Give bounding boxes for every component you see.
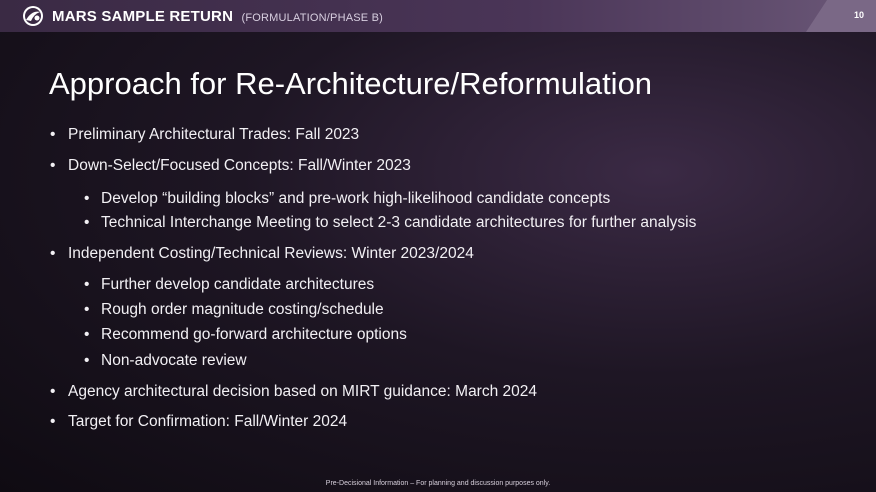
bullet-text: Independent Costing/Technical Reviews: Winter 2023/2024: [68, 245, 474, 262]
mission-name: MARS SAMPLE RETURN: [52, 8, 234, 25]
bullet-dot: •: [84, 190, 90, 207]
bullet-text: Develop “building blocks” and pre-work high-likelihood candidate concepts: [101, 190, 611, 207]
bullet-text: Target for Confirmation: Fall/Winter 2024: [68, 413, 348, 430]
bullet-dot: •: [84, 214, 90, 231]
bullet-dot: •: [84, 301, 90, 318]
bullet-text: Technical Interchange Meeting to select 2-3 candidate architectures for further analysis: [101, 214, 697, 231]
footer-disclaimer: Pre-Decisional Information – For planning and discussion purposes only.: [325, 480, 551, 487]
bullet-text: Agency architectural decision based on MIRT guidance: March 2024: [68, 383, 538, 400]
bullet-text: Rough order magnitude costing/schedule: [101, 301, 384, 318]
bullet-dot: •: [84, 352, 90, 369]
bullet-dot: •: [50, 126, 56, 143]
mission-logo-icon: [22, 5, 44, 27]
bullet-dot: •: [50, 245, 56, 262]
bullet-dot: •: [84, 276, 90, 293]
header-title: [52, 8, 383, 25]
slide-title: Approach for Re-Architecture/Reformulation: [49, 66, 653, 101]
bullet-dot: •: [50, 157, 56, 174]
bullet-text: Down-Select/Focused Concepts: Fall/Winter 2023: [68, 157, 411, 174]
bullet-text: Recommend go-forward architecture options: [101, 326, 407, 343]
bullet-dot: •: [50, 383, 56, 400]
bullet-dot: •: [50, 413, 56, 430]
bullet-dot: •: [84, 326, 90, 343]
bullet-text: Preliminary Architectural Trades: Fall 2023: [68, 126, 360, 143]
mission-phase: (FORMULATION/PHASE B): [241, 12, 383, 24]
bullet-text: Non-advocate review: [101, 352, 247, 369]
header-corner-accent: [806, 0, 876, 32]
bullet-text: Further develop candidate architectures: [101, 276, 375, 293]
page-number: 10: [853, 10, 864, 20]
header-bar: [0, 0, 876, 32]
